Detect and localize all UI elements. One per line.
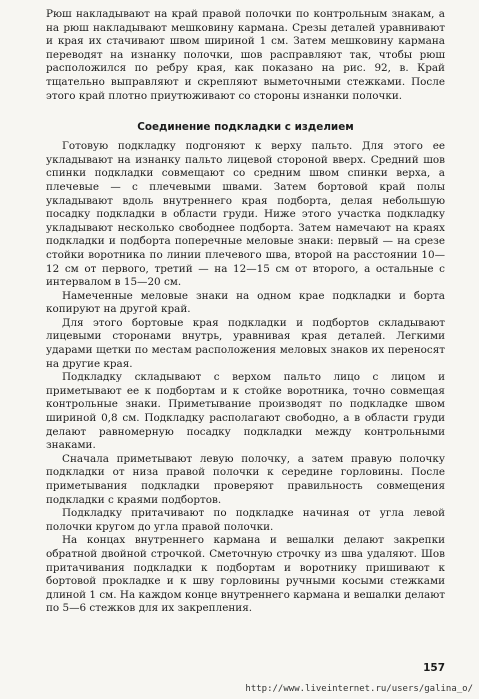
paragraph: Сначала приметывают левую полочку, а затем правую полочку подкладки от низа правой полочки к середине горловины. После приметывания подкладки проверяют правильность совмещения подкладки с краями подбортов. [46,452,445,506]
spacer [46,133,445,140]
paragraph-top: Рюш накладывают на край правой полочки по контрольным знакам, а на рюш накладывают мешковину кармана. Срезы деталей уравнивают и края их стачивают швом шириной 1 см. Затем мешковину кармана переводят на изнанку полочки, шов расправляют так, чтобы рюш расположился по ребру края, как показано на рис. 92, в. Край тщательно выправляют и скрепляют выметочными стежками. После этого край плотно приутюживают со стороны изнанки полочки. [46,8,445,102]
section-heading: Соединение подкладки с изделием [137,121,354,134]
watermark-url: http://www.liveinternet.ru/users/galina_o/ [245,684,473,694]
spacer [46,103,445,121]
paragraph: На концах внутреннего кармана и вешалки делают закрепки обратной двойной строчкой. Сметочную строчку из шва удаляют. Шов притачивания подкладки к подбортам и воротнику пришивают к бортовой прокладке и к шву горловины ручными косыми стежками длиной 1 см. На каждом конце внутреннего кармана и вешалки делают по 5—6 стежков для их закрепления. [46,534,445,615]
paragraph: Для этого бортовые края подкладки и подбортов складывают лицевыми сторонами внутрь, уравнивая края деталей. Легкими ударами щетки по местам расположения меловых знаков их переносят на другие края. [46,316,445,370]
page-number: 157 [423,662,445,674]
paragraph: Подкладку притачивают по подкладке начиная от угла левой полочки кругом до угла правой полочки. [46,507,445,533]
paragraph: Намеченные меловые знаки на одном крае подкладки и борта копируют на другой край. [46,289,445,316]
paragraph: Готовую подкладку подгоняют к верху пальто. Для этого ее укладывают на изнанку пальто лицевой стороной вверх. Средний шов спинки подкладки совмещают со средним швом спинки верха, а плечевые — с плечевыми швами. Затем бортовой край полы укладывают вдоль внутреннего края подборта, делая небольшую посадку подкладки в области груди. Ниже этого участка подкладку укладывают несколько свободнее подборта. Затем намечают на краях подкладки и подборта поперечные меловые знаки: первый — на срезе стойки воротника по линии плечевого шва, второй на расстоянии 10—12 см от первого, третий — на 12—15 см от второго, а остальные с интервалом в 15—20 см. [46,140,445,289]
paragraph: Подкладку складывают с верхом пальто лицо с лицом и приметывают ее к подбортам и к стойке воротника, точно совмещая контрольные знаки. Приметывание производят по подкладке швом шириной 0,8 см. Подкладку располагают свободно, а в области груди делают равномерную посадку подкладки между контрольными знаками. [46,371,445,452]
